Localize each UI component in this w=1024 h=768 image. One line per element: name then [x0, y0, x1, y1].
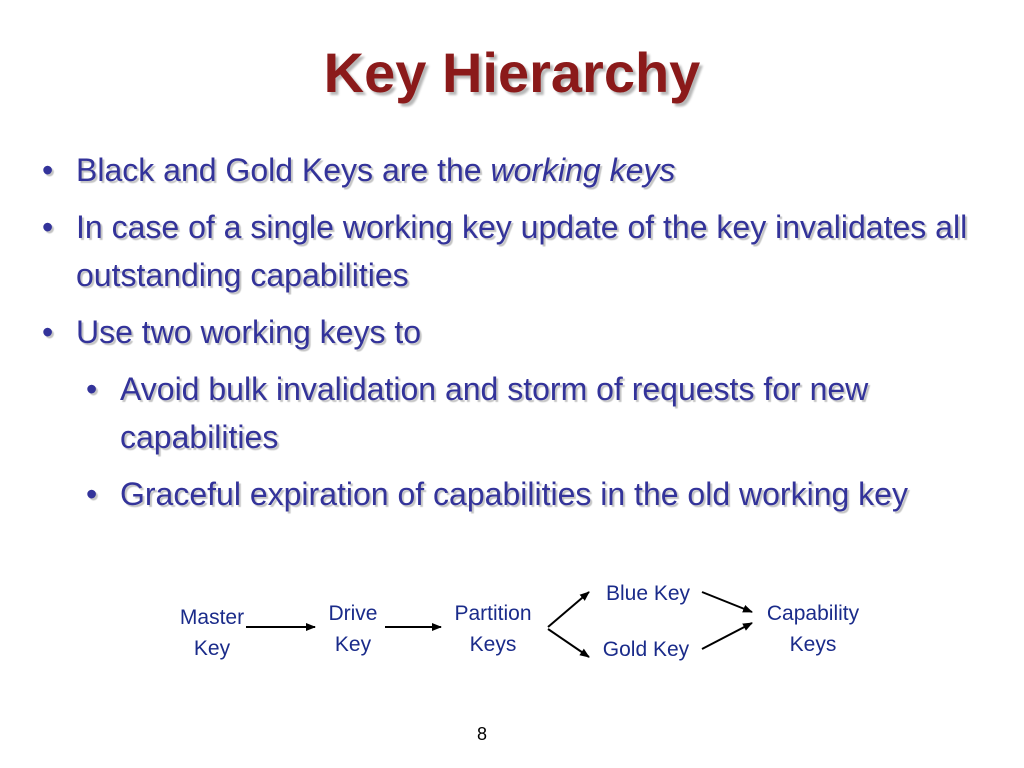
node-label-line: Keys [469, 633, 517, 656]
arrow-partition-to-gold [548, 629, 589, 657]
bullet-working-keys [40, 146, 1000, 194]
bullet-text: Black and Gold Keys are the [76, 152, 491, 188]
node-label-line: Keys [789, 633, 837, 656]
node-label-line: Key [193, 637, 231, 660]
node-label-line: Drive [328, 602, 378, 625]
node-label-line: Blue Key [605, 582, 691, 605]
partition-keys-node [438, 598, 548, 660]
node-label-line: Capability [766, 602, 860, 625]
sub-bullet-graceful-expiration [84, 470, 1000, 518]
bullet-emphasis: working keys [490, 152, 676, 188]
bullet-list [40, 146, 1000, 527]
capability-keys-node [746, 598, 880, 660]
sub-bullet-avoid-bulk-invalidation [84, 365, 1000, 461]
drive-key-node [308, 598, 398, 660]
slide-title: Key Hierarchy [323, 41, 701, 104]
gold-key-node [586, 634, 706, 665]
arrow-gold-to-capability [702, 623, 752, 649]
node-label-line: Partition [454, 602, 532, 625]
bullet-text: Avoid bulk invalidation and storm of requests for new capabilities [120, 371, 869, 455]
node-label-line: Gold Key [602, 638, 690, 661]
blue-key-node [588, 578, 708, 609]
arrow-partition-to-blue [548, 592, 589, 627]
page-number: 8 [476, 724, 487, 744]
bullet-text: Use two working keys to [76, 314, 422, 350]
arrow-blue-to-capability [702, 592, 752, 612]
node-label-line: Key [334, 633, 372, 656]
bullet-two-working-keys [40, 308, 1000, 356]
node-label-line: Master [179, 606, 245, 629]
bullet-single-key-update [40, 203, 1000, 299]
bullet-text: Graceful expiration of capabilities in the old working key [120, 476, 908, 512]
bullet-text: In case of a single working key update of the key invalidates all outstanding capabilities [76, 209, 968, 293]
master-key-node [162, 602, 262, 664]
